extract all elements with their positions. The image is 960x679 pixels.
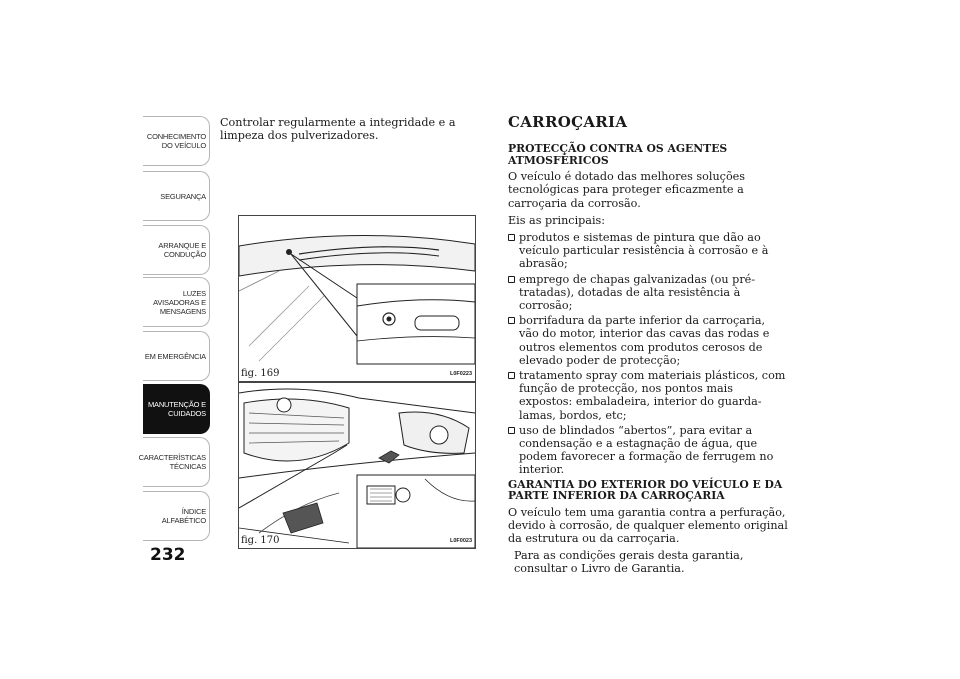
section2-paragraph: O veículo tem uma garantia contra a perfuração, devido à corrosão, de qualquer elemento original da estrutura ou da carroçaria. (508, 505, 788, 546)
list-item (508, 424, 788, 477)
page-number: 232 (150, 545, 186, 565)
section-title: CARROÇARIA (508, 113, 628, 131)
tab-caracteristicas-tecnicas[interactable]: CARACTERÍSTICAS TÉCNICAS (143, 437, 210, 487)
list-item-text: emprego de chapas galvanizadas (ou pré-tratadas), dotadas de alta resistência à corrosão; (519, 272, 756, 313)
checkbox-bullet-icon (508, 372, 515, 379)
list-item (508, 231, 788, 271)
section2-note: Para as condições gerais desta garantia, consultar o Livro de Garantia. (514, 549, 744, 576)
figure-170-caption: fig. 170 (241, 535, 284, 546)
checkbox-bullet-icon (508, 427, 515, 434)
intro-text: Controlar regularmente a integridade e a limpeza dos pulverizadores. (220, 116, 456, 143)
rear-spoiler-illustration (239, 216, 475, 381)
tab-manutencao-e-cuidados[interactable]: MANUTENÇÃO E CUIDADOS (143, 384, 210, 434)
checkbox-bullet-icon (508, 276, 515, 283)
tab-arranque-e-conducao[interactable]: ARRANQUE E CONDUÇÃO (143, 225, 210, 275)
tab-em-emergencia[interactable]: EM EMERGÊNCIA (143, 331, 210, 381)
list-item (508, 314, 788, 367)
list-item (508, 369, 788, 422)
list-item-text: tratamento spray com materiais plásticos, com função de protecção, nos pontos mais expostos: embaladeira, interior do guarda-lamas, bordos, etc; (519, 369, 786, 422)
tab-seguranca[interactable]: SEGURANÇA (143, 171, 210, 221)
list-item-text: uso de blindados “abertos”, para evitar a condensação e a estagnação de água, que podem favorecer a formação de ferrugem no interior. (519, 423, 774, 477)
protection-list (508, 231, 788, 477)
list-item-text: produtos e sistemas de pintura que dão ao veículo particular resistência à corrosão e à abrasão; (519, 231, 769, 271)
tab-indice-alfabetico[interactable]: ÍNDICE ALFABÉTICO (143, 491, 210, 541)
section1-heading: PROTECÇÃO CONTRA OS AGENTES ATMOSFÉRICOS (508, 142, 728, 167)
left-column (220, 116, 482, 146)
section2-heading: GARANTIA DO EXTERIOR DO VEÍCULO E DA PARTE INFERIOR DA CARROÇARIA (508, 477, 783, 503)
right-column (508, 113, 788, 580)
figure-170-code: L0F0023 (449, 538, 472, 544)
front-bumper-illustration (239, 383, 475, 548)
checkbox-bullet-icon (508, 317, 515, 324)
tab-conhecimento-do-veiculo[interactable]: CONHECIMENTO DO VEÍCULO (143, 116, 210, 166)
section1-paragraph: O veículo é dotado das melhores soluções tecnológicas para proteger eficazmente a carroçaria da corrosão. (508, 170, 746, 210)
figure-169-code: L0F0223 (449, 371, 472, 377)
tab-luzes-avisadoras[interactable]: LUZES AVISADORAS E MENSAGENS (143, 277, 210, 327)
checkbox-bullet-icon (508, 234, 515, 241)
list-item (508, 273, 788, 313)
figure-169-caption: fig. 169 (241, 368, 284, 379)
figure-170 (238, 382, 476, 549)
figure-169 (238, 215, 476, 382)
section1-intro-list: Eis as principais: (508, 213, 606, 227)
list-item-text: borrifadura da parte inferior da carroçaria, vão do motor, interior das cavas das rodas e outros elementos com produtos cerosos de elevado poder de protecção; (519, 314, 770, 367)
